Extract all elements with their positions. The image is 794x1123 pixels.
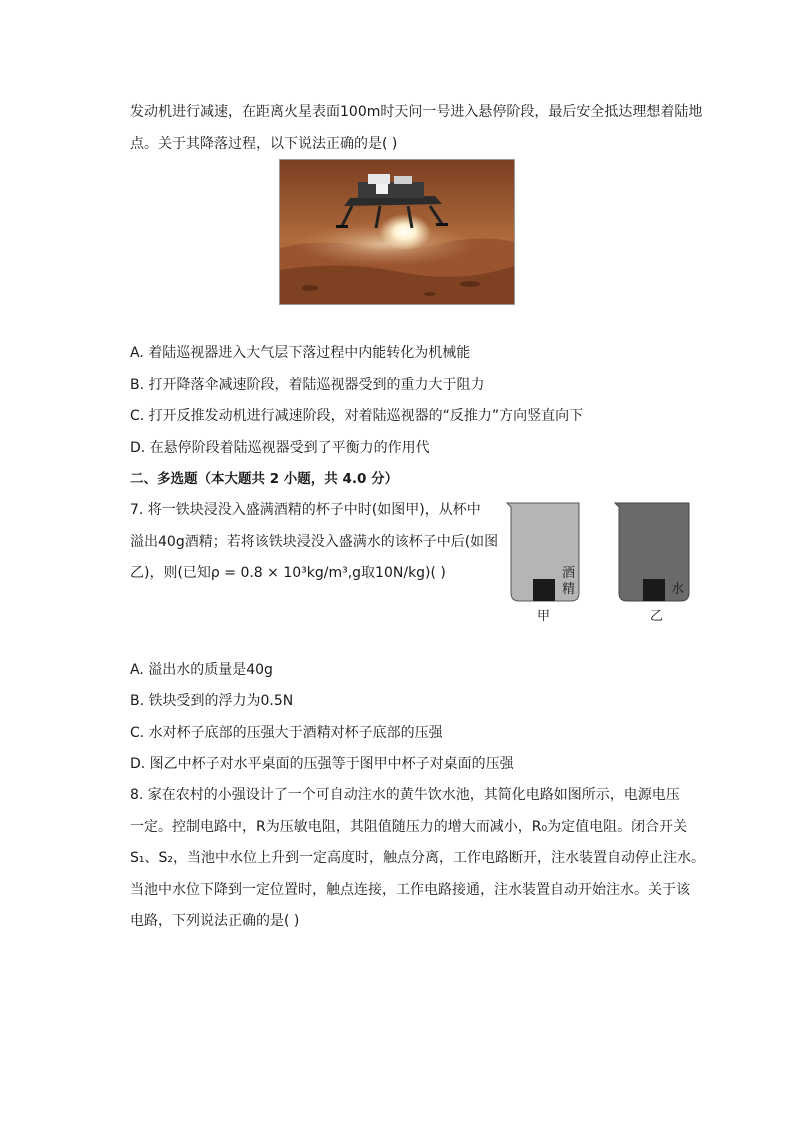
q7-line-2: 溢出40g酒精；若将该铁块浸没入盛满水的该杯子中后(如图 <box>130 534 499 550</box>
q7-option-a: A. 溢出水的质量是40g <box>130 662 273 678</box>
q6-option-d: D. 在悬停阶段着陆巡视器受到了平衡力的作用代 <box>130 440 430 456</box>
beaker-right-liquid-label: 水 <box>671 582 685 597</box>
q8-line-4: 当池中水位下降到一定位置时，触点连接，工作电路接通，注水装置自动开始注水。关于该 <box>130 882 690 898</box>
iron-block-left <box>533 579 555 601</box>
beaker-right-caption: 乙 <box>650 609 664 624</box>
iron-block-right <box>643 579 665 601</box>
q7-option-c: C. 水对杯子底部的压强大于酒精对杯子底部的压强 <box>130 725 443 741</box>
section-header-multi-choice: 二、多选题（本大题共 2 小题，共 4.0 分） <box>130 471 399 487</box>
q8-line-3: S₁、S₂，当池中水位上升到一定高度时，触点分离，工作电路断开，注水装置自动停止注水。 <box>130 850 705 866</box>
q6-line-2: 点。关于其降落过程，以下说法正确的是( ) <box>130 136 398 152</box>
q6-option-a: A. 着陆巡视器进入大气层下落过程中内能转化为机械能 <box>130 345 471 361</box>
q6-line-1: 发动机进行减速，在距离火星表面100m时天问一号进入悬停阶段，最后安全抵达理想着陆地 <box>130 104 703 120</box>
beaker-left-caption: 甲 <box>537 609 551 624</box>
mars-lander-photo <box>279 159 515 305</box>
q6-option-b: B. 打开降落伞减速阶段，着陆巡视器受到的重力大于阻力 <box>130 377 485 393</box>
q6-option-c: C. 打开反推发动机进行减速阶段，对着陆巡视器的“反推力”方向竖直向下 <box>130 408 584 424</box>
q7-line-1: 7. 将一铁块浸没入盛满酒精的杯子中时(如图甲)，从杯中 <box>130 502 481 518</box>
beaker-left-liquid-label: 酒精 <box>562 566 576 597</box>
q7-option-b: B. 铁块受到的浮力为0.5N <box>130 693 294 709</box>
q8-line-5: 电路，下列说法正确的是( ) <box>130 913 300 929</box>
mars-lander-illustration <box>280 160 514 304</box>
q7-line-3: 乙)，则(已知ρ = 0.8 × 10³kg/m³,g取10N/kg)( ) <box>130 565 446 581</box>
q8-line-1: 8. 家在农村的小强设计了一个可自动注水的黄牛饮水池，其简化电路如图所示，电源电压 <box>130 787 680 803</box>
q8-line-2: 一定。控制电路中，R为压敏电阻，其阻值随压力的增大而减小，R₀为定值电阻。闭合开关 <box>130 819 688 835</box>
q7-option-d: D. 图乙中杯子对水平桌面的压强等于图甲中杯子对桌面的压强 <box>130 756 514 772</box>
